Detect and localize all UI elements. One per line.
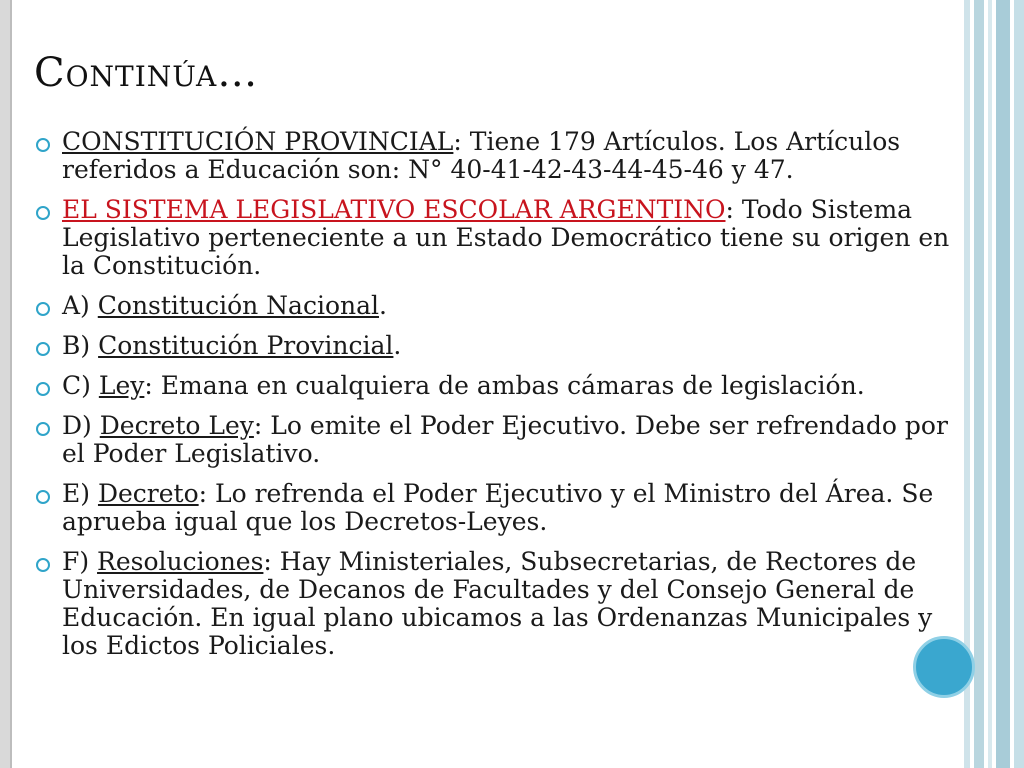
item-text: : Todo Sistema Legislativo perteneciente a un Estado Democrático tiene su origen en la Constitución. <box>62 195 950 280</box>
item-term: Resoluciones <box>97 547 264 576</box>
item-term: Decreto <box>97 479 199 508</box>
list-item <box>34 128 959 184</box>
decorative-circle <box>913 636 975 698</box>
item-term: Constitución Provincial <box>98 331 394 360</box>
bullet-circle-icon <box>36 490 50 504</box>
list-item <box>34 196 959 280</box>
bullet-circle-icon <box>36 138 50 152</box>
item-prefix: F) <box>62 547 98 576</box>
item-term: CONSTITUCIÓN PROVINCIAL <box>62 127 454 156</box>
right-decorative-stripes <box>964 0 1024 768</box>
list-item <box>34 332 959 360</box>
item-prefix: B) <box>62 331 99 360</box>
list-item <box>34 548 959 660</box>
item-term: Constitución Nacional <box>97 291 379 320</box>
item-text: : Emana en cualquiera de ambas cámaras de legislación. <box>144 371 865 400</box>
list-item <box>34 480 959 536</box>
stripe <box>1014 0 1024 768</box>
item-prefix: D) <box>62 411 100 440</box>
list-item <box>34 292 959 320</box>
bullet-list <box>34 128 959 672</box>
slide-title: Continúa… <box>34 50 259 96</box>
item-term: Ley <box>98 371 145 400</box>
item-text: : Lo emite el Poder Ejecutivo. Debe ser refrendado por el Poder Legislativo. <box>62 411 948 468</box>
item-text: . <box>379 291 387 320</box>
bullet-circle-icon <box>36 422 50 436</box>
item-text: : Hay Ministeriales, Subsecretarias, de Rectores de Universidades, de Decanos de Facultades y del Consejo General de Educación. En igual plano ubicamos a las Ordenanzas Municipales y los Edictos Policiales. <box>62 547 933 660</box>
bullet-circle-icon <box>36 302 50 316</box>
stripe <box>996 0 1010 768</box>
item-prefix: C) <box>62 371 99 400</box>
stripe <box>988 0 992 768</box>
item-term: Decreto Ley <box>99 411 254 440</box>
bullet-circle-icon <box>36 342 50 356</box>
left-border-bar <box>0 0 12 768</box>
item-text: : Lo refrenda el Poder Ejecutivo y el Ministro del Área. Se aprueba igual que los Decretos-Leyes. <box>62 479 934 536</box>
item-term-link[interactable]: EL SISTEMA LEGISLATIVO ESCOLAR ARGENTINO <box>62 195 726 224</box>
item-prefix: A) <box>62 291 98 320</box>
bullet-circle-icon <box>36 382 50 396</box>
bullet-circle-icon <box>36 558 50 572</box>
list-item <box>34 412 959 468</box>
item-prefix: E) <box>62 479 98 508</box>
item-text: : Tiene 179 Artículos. Los Artículos referidos a Educación son: N° 40-41-42-43-44-45-46 y 47. <box>62 127 901 184</box>
item-text: . <box>393 331 402 360</box>
stripe <box>974 0 984 768</box>
bullet-circle-icon <box>36 206 50 220</box>
list-item <box>34 372 959 400</box>
